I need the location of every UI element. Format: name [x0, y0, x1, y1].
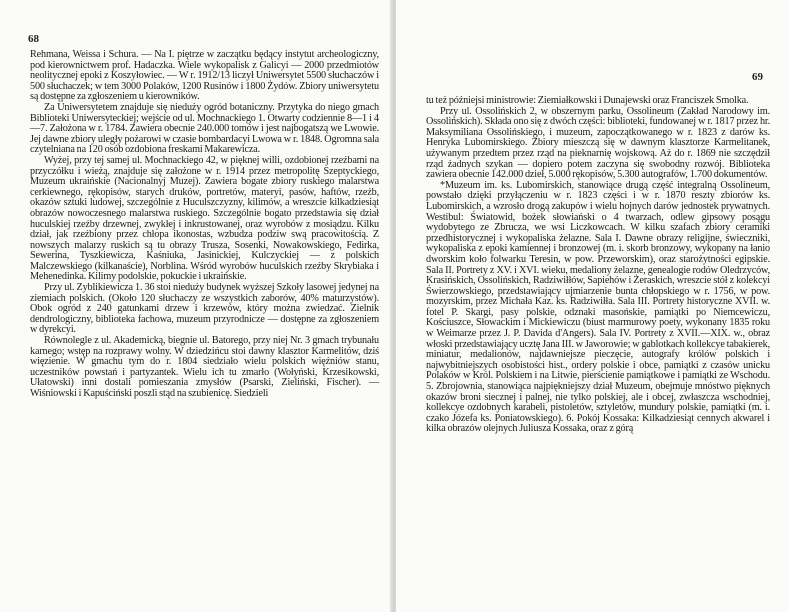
page-number: 69 [752, 71, 763, 83]
paragraph: *Muzeum im. ks. Lubomirskich, stanowiące drugą część integralną Ossolineum, powstało dzięki przyłączeniu w r. 1823 części i w r. 1870 reszty zbiorów ks. Lubomirskich, a wzrosło drogą zakupów i wielu hojnych darów jednostek prywatnych. Westibul: Światowid, bożek słowiański o 4 twarzach, odlew gipsowy posągu wydobytego ze Zbrucza, we wsi Liczkowcach. W kilku szafach zbiory ceramiki przedhistorycznej i wykopaliska żelazne. Sala I. Dawne obrazy religijne, świeczniki, wykopaliska z epoki kamiennej i bronzowej (m. i. skorb bronzowy, wykopany na łanio dworskim koło folwarku Teresin, w pow. Przeworskim), oraz starożytności egipskie. Sala II. Portrety z XV. i XVI. wieku, medaliony żelazne, genealogie rodów Oledrzyców, Krasińskich, Ossolińskich, Radziwiłłów, Sapiehów i Żeraskich, wreszcie stół z kolekcyi Świerzowskiego, przedstawiający ujmiarzenie bunta chłopskiego w r. 1756, w pow. mozyrskim, przez Michała Kaz. ks. Radziwiłła. Sala III. Portrety historyczne XVII. w. fotel P. Skargi, pasy polskie, odznaki masońskie, pamiątki po Niemcewiczu, Kościuszce, Słowackim i Mickiewiczu (biust marmurowy poety, wykonany 1835 roku w Weimarze przez J. P. Davida d'Angers). Sala IV. Portrety z XVII.—XIX. w., obraz włoski przedstawiający ucztę Jana III. w Jaworowie; w gablotkach kollekcye tabakierek, miniatur, medalionów, najdawniejsze pieczęcie, autografy królów polskich i najwybitniejszych osobistości hist., ordery polskie i obce, pamiątki z czasów unicku Polaków w Król. Polskiem i na Litwie, pierścienie pamiątkowe i pamiątki ze Wschodu. 5. Zbrojownia, stanowiąca najpiękniejszy dział Muzeum, obejmuje mnóstwo pięknych okazów broni siecznej i palnej, nie tylko polskiej, ale i obcej, zwłaszcza wschodniej, kollekcye ozdobnych karabeli, pistoletów, sztyletów, mundury polskie, pamiątki (m. i. czako Józefa ks. Poniatowskiego). 6. Pokój Kossaka: Kilkadziesiąt cennych akwarel i kilka obrazów olejnych Juliusza Kossaka, oraz z górą [426, 179, 770, 435]
paragraph: Rehmana, Weissa i Schura. — Na I. piętrze w zaczątku będący instytut archeologiczny, pod kierownictwem prof. Hadaczka. Wiele wykopalisk z Galicyi — 2000 przedmiotów neolitycznej epoki z Koszyłowiec. — W r. 1912/13 liczył Uniwersytet 5500 słuchaczów i 500 słuchaczek; w tem 3000 Polaków, 1200 Rusinów i 1800 Żydów. Zbiory uniwersytetu są dostępne za zgłoszeniem u kierowników. [30, 49, 379, 103]
left-page [0, 0, 392, 612]
paragraph: tu też późniejsi ministrowie: Ziemiałkowski i Dunajewski oraz Franciszek Smolka. [426, 95, 749, 106]
page-number: 68 [28, 33, 39, 45]
paragraph: Przy ul. Ossolińskich 2, w obszernym parku, Ossolineum (Zakład Narodowy im. Ossolińskich). Składa ono się z dwóch części: biblioteki, fundowanej w r. 1817 przez hr. Maksymiliana Ossolińskiego, i muzeum, zapoczątkowanego w r. 1823 z darów ks. Henryka Lubomirskiego. Zbiory mieszczą się w dawnym klasztorze Karmelitanek, używanym przedtem przez rząd na pieknarnię wojskową. Aż do r. 1869 nie szczędził rząd żadnych szykan — dopiero potem zaczyna się swobodny rozwój. Biblioteka zawiera obecnie 142.000 dzieł, 5.000 rękopisów, 5.300 autografów, 1.700 dokumentów. [426, 105, 770, 181]
paragraph: Wyżej, przy tej samej ul. Mochnackiego 42, w pięknej willi, ozdobionej rzeźbami na przyczółku i wieżą, znajduje się założone w r. 1914 przez metropolitę Szeptyckiego, Muzeum ukraińskie (Nacionalnyj Muzej). Zawiera bogate zbiory ruskiego malarstwa cerkiewnego, rękopisów, starych druków, portretów, materyi, pasów, haftów, rzeźb, okazów sztuki ludowej, szczególnie z Huculszczyzny, kilimów, a wreszcie kilkadziesiąt obrazów nowoczesnego malarstwa ruskiego. Szczególnie bogato przedstawia się dział huculskiej rzeźby drzewnej, zwykłej i inkrustowanej, oraz wyrobów z mosiądzu. Kilku dział, jak rzeźbiony przez chłopa ikonostas, wzbudza podziw swą pracowitością. Z nowszych malarzy ruskich są tu obrazy Trusza, Sosenki, Nowakowskiego, Fedirka, Sewerina, Tyszkiewicza, Kaśniuka, Jasinickiej, Kulczyckiej — z polskich Malczewskiego (kilkanaście), Norblina. Wśród wyrobów huculskich rzeźby Skrybiaka i Mehenedinka. Kilimy podolskie, pokuckie i ukraińskie. [30, 154, 379, 283]
right-page [396, 0, 789, 612]
page-body [426, 96, 770, 435]
paragraph: Równolegle z ul. Akademicką, biegnie ul. Batorego, przy niej Nr. 3 gmach trybunału karnego; wstęp na rozprawy wolny. W dziedzińcu stoi dawny klasztor Karmelitów, dziś więzienie. W gmachu tym do r. 1804 siedziało wielu polskich więźniów stanu, uczestników powstań i partyzantek. Wielu ich tu zmarło (Wołyński, Krzesikowski, Ułatowski) inni dostali pomieszania zmysłów (Psarski, Zieliński, Fischer). — Wiśniowski i Kapuściński poszli stąd na szubienicę. Siedzieli [30, 335, 379, 399]
page-body [30, 50, 379, 400]
paragraph: Za Uniwersytetem znajduje się nieduży ogród botaniczny. Przytyka do niego gmach Biblioteki Uniwersyteckiej; wejście od ul. Mochnackiego 1. Otwarty codziennie 8—1 i 4—7. Założona w r. 1784. Zawiera obecnie 240.000 tomów i jest najbogatszą we Lwowie. Jej dawne zbiory uległy pożarowi w czasie bombardacyi Lwowa w r. 1848. Ogromna sala czytelniana na 120 osób ozdobiona freskami Makarewicza. [30, 101, 379, 156]
paragraph: Przy ul. Zyblikiewicza 1. 36 stoi nieduży budynek wyższej Szkoły lasowej jedynej na ziemiach polskich. (Około 120 słuchaczy ze wszystkich zaborów, 40% maturzystów). Obok ogród z 240 gatunkami drzew i krzewów, który można zwiedzać. Zielnik dendrologiczny, biblioteka fachowa, muzeum przyrodnicze — dostępne za zgłoszeniem w dyrekcyi. [30, 282, 379, 336]
